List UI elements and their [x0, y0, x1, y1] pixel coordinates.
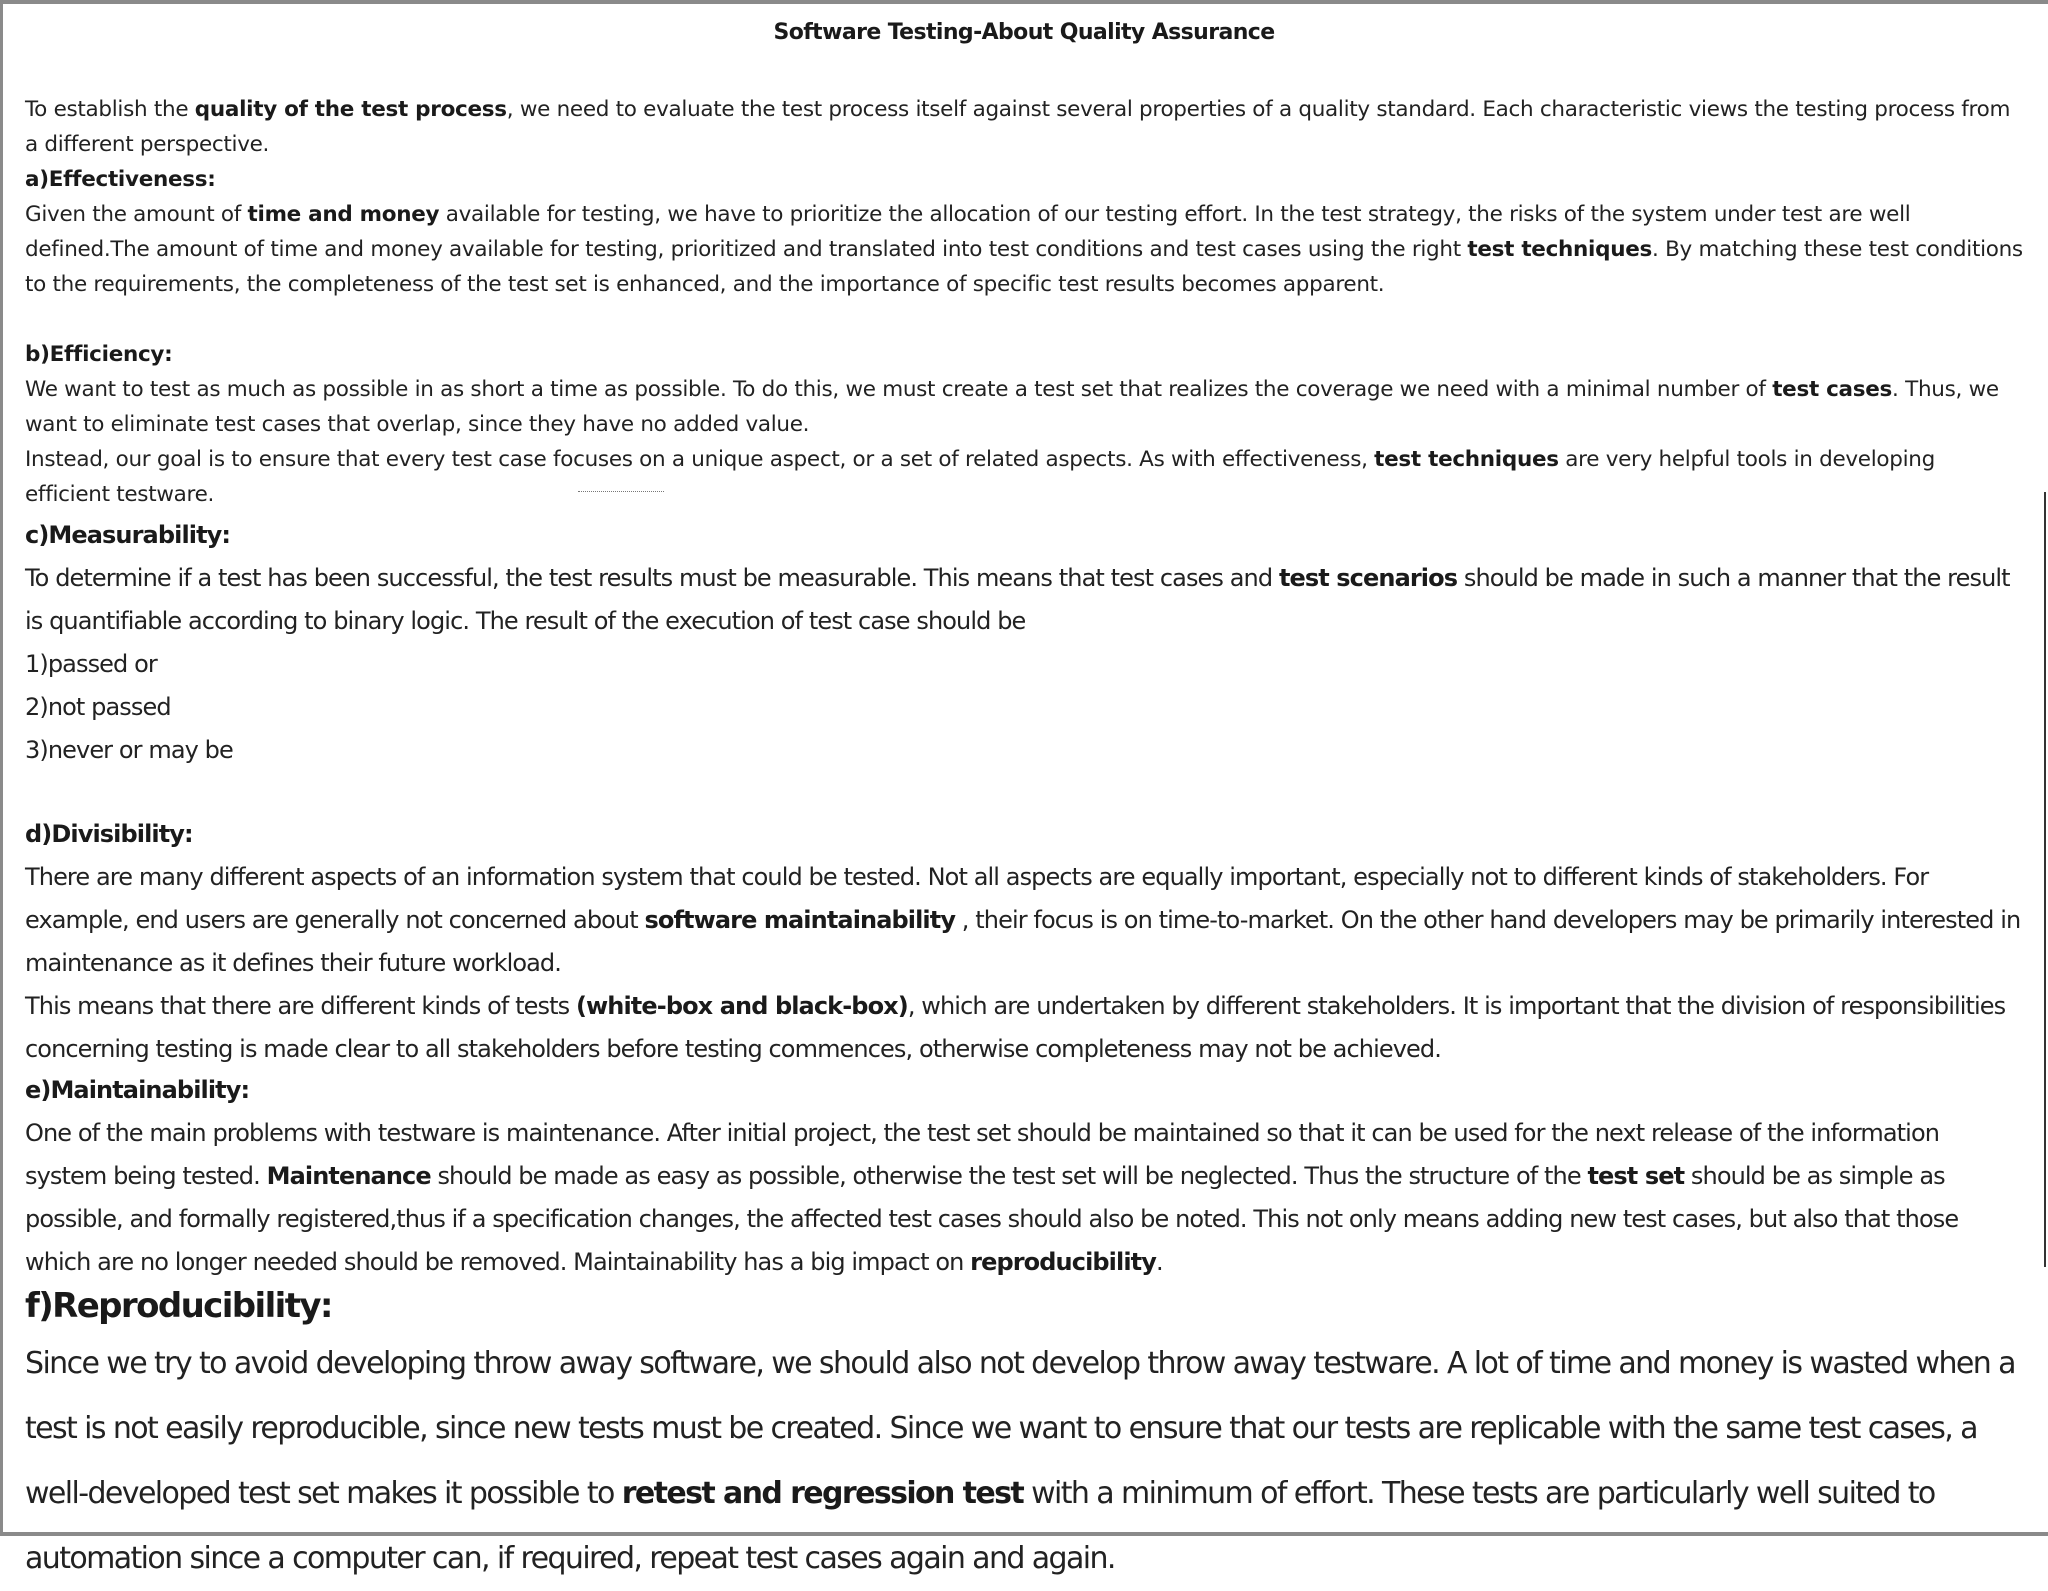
reproducibility-text: Since we try to avoid developing throw away software, we should also not develop throw away testware. A lot of time and money is wasted when a test is not easily reproducible, since new tests must be created. Since we want to ensure that our tests are replicable with the same test cases, a well-developed test set makes it possible to	[25, 1346, 2015, 1511]
efficiency-text-2: . Thus, we want to eliminate test cases that overlap, since they have no added value.	[25, 377, 1999, 437]
intro-text-2: , we need to evaluate the test process itself against several properties of a quality standard. Each characteristic views the testing process from a different perspective.	[25, 97, 2011, 157]
maintainability-paragraph	[25, 1112, 2025, 1284]
list-item: 1)passed or	[25, 650, 157, 678]
section-reproducibility	[25, 1281, 2025, 1591]
measurability-text-2: should be made in such a manner that the result is quantifiable according to binary logic. The result of the execution of test case should be	[25, 564, 2010, 635]
effectiveness-text: Given the amount of	[25, 202, 248, 227]
measurability-text: To determine if a test has been successful, the test results must be measurable. This means that test cases and	[25, 564, 1279, 592]
divisibility-text-3: This means that there are different kinds of tests	[25, 992, 576, 1020]
maintainability-emphasis-1: Maintenance	[266, 1162, 431, 1190]
effectiveness-emphasis-1: time and money	[247, 202, 440, 227]
section-heading-measurability: c)Measurability:	[25, 521, 231, 549]
effectiveness-emphasis-2: test techniques	[1467, 237, 1652, 262]
efficiency-paragraph-1	[25, 372, 2025, 442]
intro-text: To establish the	[25, 97, 195, 122]
maintainability-text-4: .	[1155, 1248, 1163, 1276]
effectiveness-paragraph	[25, 197, 2025, 302]
section-heading-effectiveness: a)Effectiveness:	[25, 167, 216, 192]
list-item: 3)never or may be	[25, 736, 233, 764]
divisibility-paragraph-2	[25, 985, 2025, 1071]
divisibility-paragraph-1	[25, 856, 2025, 985]
reproducibility-emphasis: retest and regression test	[621, 1476, 1024, 1511]
list-item: 2)not passed	[25, 693, 171, 721]
section-heading-reproducibility: f)Reproducibility:	[25, 1286, 332, 1326]
divisibility-text: There are many different aspects of an information system that could be tested. Not all aspects are equally important, especially not to different kinds of stakeholders. For example, end users are generally not concerned about	[25, 863, 1929, 934]
section-measurability	[25, 514, 2025, 772]
maintainability-text: One of the main problems with testware is maintenance. After initial project, the test set should be maintained so that it can be used for the next release of the information system being tested.	[25, 1119, 1940, 1190]
section-heading-divisibility: d)Divisibility:	[25, 820, 193, 848]
maintainability-text-2: should be made as easy as possible, otherwise the test set will be neglected. Thus the structure of the	[430, 1162, 1588, 1190]
efficiency-emphasis-2: test techniques	[1374, 447, 1559, 472]
section-heading-efficiency: b)Efficiency:	[25, 342, 173, 367]
divisibility-text-2: , their focus is on time-to-market. On the other hand developers may be primarily interested in maintenance as it defines their future workload.	[25, 906, 2021, 977]
maintainability-emphasis-3: reproducibility	[970, 1248, 1156, 1276]
intro-paragraph	[25, 92, 2025, 162]
reproducibility-paragraph	[25, 1331, 2025, 1591]
efficiency-text-4: are very helpful tools in developing efficient testware.	[25, 447, 1935, 507]
efficiency-text: We want to test as much as possible in as short a time as possible. To do this, we must create a test set that realizes the coverage we need with a minimal number of	[25, 377, 1773, 402]
efficiency-emphasis-1: test cases	[1772, 377, 1893, 402]
divisibility-emphasis-2: (white-box and black-box)	[575, 992, 908, 1020]
right-border-line	[2044, 492, 2046, 1267]
maintainability-text-3: should be as simple as possible, and formally registered,thus if a specification changes, the affected test cases should also be noted. This not only means adding new test cases, but also that those which are no longer needed should be removed. Maintainability has a big impact on	[25, 1162, 1959, 1276]
efficiency-paragraph-2	[25, 442, 2025, 512]
section-efficiency	[25, 337, 2025, 512]
maintainability-emphasis-2: test set	[1587, 1162, 1685, 1190]
efficiency-text-3: Instead, our goal is to ensure that every test case focuses on a unique aspect, or a set of related aspects. As with effectiveness,	[25, 447, 1375, 472]
measurability-paragraph	[25, 557, 2025, 643]
effectiveness-text-3: . By matching these test conditions to the requirements, the completeness of the test set is enhanced, and the importance of specific test results becomes apparent.	[25, 237, 2023, 297]
reproducibility-text-2: with a minimum of effort. These tests are particularly well suited to automation since a computer can, if required, repeat test cases again and again.	[25, 1476, 1935, 1576]
effectiveness-text-2: available for testing, we have to prioritize the allocation of our testing effort. In the test strategy, the risks of the system under test are well defined.The amount of time and money available for testing, prioritized and translated into test conditions and test cases using the right	[25, 202, 1911, 262]
measurability-emphasis: test scenarios	[1278, 564, 1458, 592]
section-heading-maintainability: e)Maintainability:	[25, 1076, 250, 1104]
page-title: Software Testing-About Quality Assurance	[773, 20, 1275, 45]
section-maintainability	[25, 1069, 2025, 1284]
divisibility-emphasis-1: software maintainability	[644, 906, 956, 934]
intro-emphasis: quality of the test process	[194, 97, 507, 122]
divisibility-text-4: , which are undertaken by different stakeholders. It is important that the division of responsibilities concerning testing is made clear to all stakeholders before testing commences, otherwise completeness may not be achieved.	[25, 992, 2006, 1063]
section-effectiveness	[25, 162, 2025, 302]
section-divisibility	[25, 813, 2025, 1071]
